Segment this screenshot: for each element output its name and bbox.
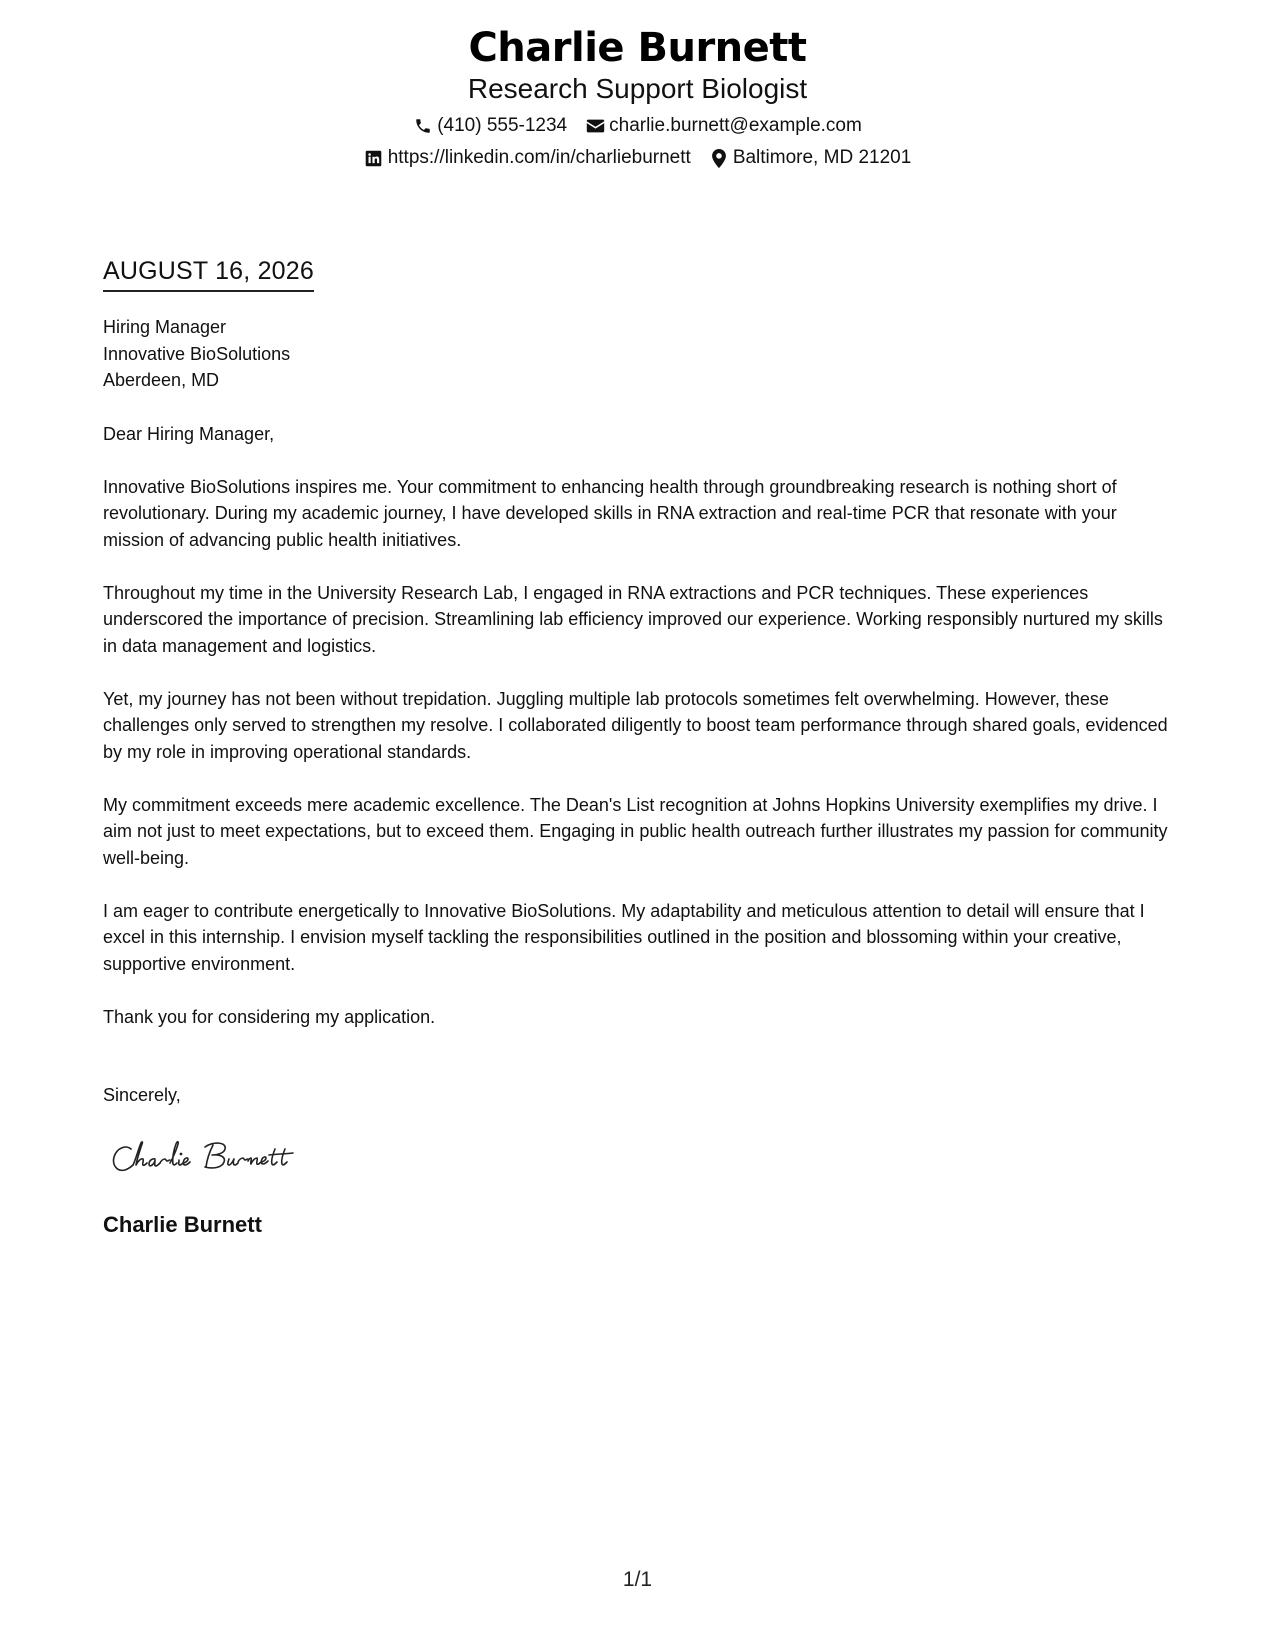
phone-text: (410) 555-1234 bbox=[437, 115, 568, 136]
salutation: Dear Hiring Manager, bbox=[103, 423, 275, 444]
applicant-role: Research Support Biologist bbox=[467, 73, 808, 104]
linkedin-text: https://linkedin.com/in/charlieburnett bbox=[387, 147, 691, 168]
envelope-icon bbox=[585, 116, 605, 136]
contact-linkedin[interactable] bbox=[364, 146, 691, 170]
signer-name: Charlie Burnett bbox=[103, 1211, 262, 1237]
body-paragraph-1: Innovative BioSolutions inspires me. Your commitment to enhancing health through groundbreaking research is nothing short of revolutionary. During my academic journey, I have developed skills in RNA extraction and real-time PCR that resonate with your mission of advancing public health initiatives. bbox=[103, 476, 1117, 550]
email-text: charlie.burnett@example.com bbox=[609, 115, 862, 136]
body-paragraph-5: I am eager to contribute energetically to Innovative BioSolutions. My adaptability and meticulous attention to detail will ensure that I excel in this internship. I envision myself tackling the responsibilities outlined in the position and blossoming within your creative, supportive environment. bbox=[103, 900, 1145, 974]
body-paragraph-4: My commitment exceeds mere academic excellence. The Dean's List recognition at Johns Hopkins University exemplifies my drive. I aim not just to meet expectations, but to exceed them. Engaging in public health outreach further illustrates my passion for community well-being. bbox=[103, 794, 1168, 868]
map-pin-icon bbox=[709, 148, 729, 168]
contact-phone[interactable] bbox=[413, 114, 567, 138]
body-paragraph-3: Yet, my journey has not been without trepidation. Juggling multiple lab protocols sometimes felt overwhelming. However, these challenges only served to strengthen my resolve. I collaborated diligently to boost team performance through shared goals, evidenced by my role in improving operational standards. bbox=[103, 688, 1168, 762]
applicant-name: Charlie Burnett bbox=[468, 25, 807, 71]
letter-date: AUGUST 16, 2026 bbox=[103, 256, 314, 292]
contact-row-primary bbox=[0, 114, 1275, 138]
recipient-company: Innovative BioSolutions bbox=[103, 343, 291, 364]
handwritten-signature bbox=[109, 1135, 1178, 1195]
body-paragraph-6: Thank you for considering my application. bbox=[103, 1006, 436, 1027]
recipient-location: Aberdeen, MD bbox=[103, 370, 220, 390]
page-number: 1/1 bbox=[622, 1568, 653, 1591]
recipient-block bbox=[103, 314, 1178, 394]
contact-location bbox=[709, 146, 911, 170]
recipient-title: Hiring Manager bbox=[103, 317, 227, 337]
phone-icon bbox=[413, 116, 433, 136]
body-paragraph-2: Throughout my time in the University Research Lab, I engaged in RNA extractions and PCR techniques. These experiences underscored the importance of precision. Streamlining lab efficiency improved our experience. Working responsibly nurtured my skills in data management and logistics. bbox=[103, 582, 1163, 656]
contact-row-secondary bbox=[0, 146, 1275, 170]
linkedin-icon bbox=[364, 148, 384, 168]
location-text: Baltimore, MD 21201 bbox=[732, 147, 912, 168]
contact-email[interactable] bbox=[585, 114, 862, 138]
letter-body bbox=[103, 256, 1178, 1239]
closing-line: Sincerely, bbox=[103, 1085, 181, 1105]
letter-header bbox=[0, 22, 1275, 170]
